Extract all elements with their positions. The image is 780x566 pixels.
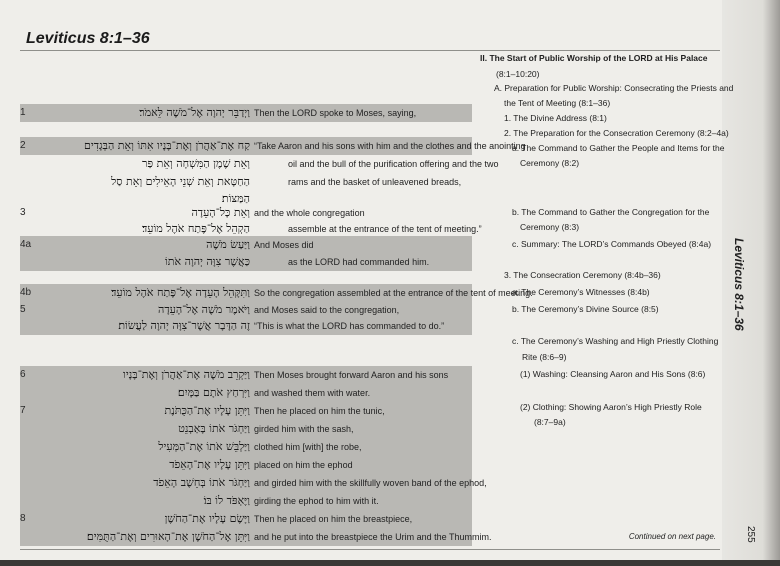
verse-row	[20, 402, 472, 420]
hebrew-text: וַיַּעַשׂ מֹשֶׁה	[206, 238, 250, 251]
verse-row	[20, 456, 472, 474]
verse-row	[20, 317, 472, 335]
verse-number: 8	[20, 513, 26, 524]
english-text: and girded him with the skillfully woven band of the ephod,	[254, 478, 487, 488]
verse-number: 3	[20, 207, 26, 218]
verse-row	[20, 420, 472, 438]
verse-number: 4a	[20, 239, 32, 250]
hebrew-text: וַיַּחְגֹּר אֹתוֹ בְּחֵשֶׁב הָאֵפֹד	[153, 476, 250, 489]
outline-item: Rite (8:6–9)	[522, 352, 567, 362]
verse-number	[20, 173, 32, 191]
verse-number	[20, 317, 32, 335]
outline-item: b. The Command to Gather the Congregation for the	[512, 207, 710, 217]
outline-item: A. Preparation for Public Worship: Consecrating the Priests and	[494, 83, 734, 93]
outline-item: 1. The Divine Address (8:1)	[504, 113, 607, 123]
verse-number	[20, 384, 32, 402]
outline-item: b. The Ceremony’s Divine Source (8:5)	[512, 304, 659, 314]
verse-number: 7	[20, 405, 26, 416]
hebrew-text: וְאֵת שֶׁמֶן הַמִּשְׁחָה וְאֵת פַּר	[142, 157, 250, 170]
hebrew-text: וַיֹּאמֶר מֹשֶׁה אֶל־הָעֵדָה	[158, 303, 250, 316]
verse-row	[20, 384, 472, 402]
outline-item: (8:7–9a)	[534, 417, 566, 427]
running-head: Leviticus 8:1–36	[732, 238, 746, 331]
outline-item: the Tent of Meeting (8:1–36)	[504, 98, 611, 108]
outline-item: a. The Command to Gather the People and Items for the	[512, 143, 725, 153]
english-text: rams and the basket of unleavened breads,	[288, 177, 462, 187]
english-text: So the congregation assembled at the entrance of the tent of meeting.	[254, 288, 533, 298]
hebrew-text: וַיִּרְחַץ אֹתָם בַּמָּיִם׃	[177, 386, 250, 399]
verse-row	[20, 284, 533, 302]
page-number: 255	[745, 526, 756, 543]
hebrew-text: כַּאֲשֶׁר צִוָּה יְהוָה אֹתוֹ	[164, 255, 250, 268]
verse-number	[20, 155, 32, 173]
english-text: Then he placed on him the breastpiece,	[254, 514, 413, 524]
english-text: and Moses said to the congregation,	[254, 305, 400, 315]
outline-item: 3. The Consecration Ceremony (8:4b–36)	[504, 270, 661, 280]
verse-number	[20, 420, 32, 438]
verse-number	[20, 492, 32, 510]
english-text: and he put into the breastpiece the Urim and the Thummim.	[254, 532, 492, 542]
outline-item: Ceremony (8:2)	[520, 158, 580, 168]
verse-row	[20, 474, 487, 492]
outline-item: a. The Ceremony’s Witnesses (8:4b)	[512, 287, 650, 297]
hebrew-text: זֶה הַדָּבָר אֲשֶׁר־צִוָּה יְהוָה לַעֲשׂוֹת׃	[118, 319, 250, 332]
outline-item: (8:1–10:20)	[496, 69, 540, 79]
outline-item: (1) Washing: Cleansing Aaron and His Sons (8:6)	[520, 369, 706, 379]
english-text: and washed them with water.	[254, 388, 371, 398]
verse-row	[20, 510, 472, 528]
outline-heading: II. The Start of Public Worship of the LORD at His Palace	[480, 53, 708, 63]
verse-row	[20, 253, 472, 271]
hebrew-text: וַיִּתֵּן אֶל־הַחֹשֶׁן אֶת־הָאוּרִים וְאֶת־הַתֻּמִּים׃	[86, 530, 250, 543]
hebrew-text: וַיַּקְרֵב מֹשֶׁה אֶת־אַהֲרֹן וְאֶת־בָּנָיו	[123, 368, 250, 381]
continued-note: Continued on next page.	[628, 532, 716, 541]
verse-row	[20, 366, 472, 384]
verse-number: 1	[20, 107, 26, 118]
verse-number: 5	[20, 304, 26, 315]
verse-number: 6	[20, 369, 26, 380]
outline-item: Ceremony (8:3)	[520, 222, 580, 232]
english-text: and the whole congregation	[254, 208, 365, 218]
english-text: Then Moses brought forward Aaron and his sons	[254, 370, 449, 380]
hebrew-text: וְאֵת כָּל־הָעֵדָה	[191, 206, 250, 219]
verse-row	[20, 137, 526, 155]
footer-rule	[20, 549, 720, 550]
english-text: girded him with the sash,	[254, 424, 354, 434]
verse-number: 4b	[20, 287, 32, 298]
english-text: “Take Aaron and his sons with him and the clothes and the anointing	[254, 141, 526, 151]
english-text: “This is what the LORD has commanded to do.”	[254, 321, 445, 331]
verse-row	[20, 236, 472, 254]
english-text: placed on him the ephod	[254, 460, 353, 470]
hebrew-text: הַחַטָּאת וְאֵת שְׁנֵי הָאֵילִים וְאֵת סַל	[111, 175, 250, 188]
english-text: And Moses did	[254, 240, 314, 250]
verse-row	[20, 155, 499, 173]
verse-number: 2	[20, 140, 26, 151]
hebrew-text: וַיַּחְגֹּר אֹתוֹ בָּאַבְנֵט	[178, 422, 250, 435]
verse-row	[20, 528, 492, 546]
hebrew-text: וַתִּקָּהֵל הָעֵדָה אֶל־פֶּתַח אֹהֶל מוֹעֵד׃	[111, 286, 250, 299]
verse-row	[20, 492, 472, 510]
verse-row	[20, 104, 472, 122]
hebrew-text: וַיָּשֶׂם עָלָיו אֶת־הַחֹשֶׁן	[164, 512, 250, 525]
hebrew-text: וַיִּתֵּן עָלָיו אֶת־הָאֵפֹד	[169, 458, 250, 471]
hebrew-text: וַיַּלְבֵּשׁ אֹתוֹ אֶת־הַמְּעִיל	[158, 440, 250, 453]
hebrew-text: קַח אֶת־אַהֲרֹן וְאֶת־בָּנָיו אִתּוֹ וְאֵת הַבְּגָדִים	[84, 139, 250, 152]
hebrew-text: וַיִּתֵּן עָלָיו אֶת־הַכֻּתֹּנֶת	[164, 404, 250, 417]
verse-number	[20, 474, 32, 492]
english-text: assemble at the entrance of the tent of meeting.”	[288, 224, 482, 234]
verse-number	[20, 253, 32, 271]
outline-item: c. Summary: The LORD’s Commands Obeyed (8:4a)	[512, 239, 712, 249]
verse-number	[20, 438, 32, 456]
english-text: clothed him [with] the robe,	[254, 442, 362, 452]
verse-number	[20, 528, 32, 546]
english-text: girding the ephod to him with it.	[254, 496, 379, 506]
english-text: Then the LORD spoke to Moses, saying,	[254, 108, 417, 118]
verse-number	[20, 456, 32, 474]
hebrew-text: וַיְדַבֵּר יְהוָה אֶל־מֹשֶׁה לֵּאמֹר׃	[139, 106, 250, 119]
hebrew-text: וַיֶּאְפֹּד לוֹ בּוֹ׃	[203, 494, 250, 507]
english-text: Then he placed on him the tunic,	[254, 406, 385, 416]
outline-item: (2) Clothing: Showing Aaron’s High Priestly Role	[520, 402, 702, 412]
page-title: Leviticus 8:1–36	[26, 30, 150, 47]
hebrew-text: הַקְהֵל אֶל־פֶּתַח אֹהֶל מוֹעֵד׃	[141, 222, 250, 235]
english-text: as the LORD had commanded him.	[288, 257, 430, 267]
verse-row	[20, 173, 472, 191]
outline-item: 2. The Preparation for the Consecration Ceremony (8:2–4a)	[504, 128, 729, 138]
verse-row	[20, 438, 472, 456]
english-text: oil and the bull of the purification offering and the two	[288, 159, 499, 169]
outline-item: c. The Ceremony’s Washing and High Priestly Clothing	[512, 336, 719, 346]
hebrew-text: הַמַּצּוֹת׃	[221, 192, 250, 205]
